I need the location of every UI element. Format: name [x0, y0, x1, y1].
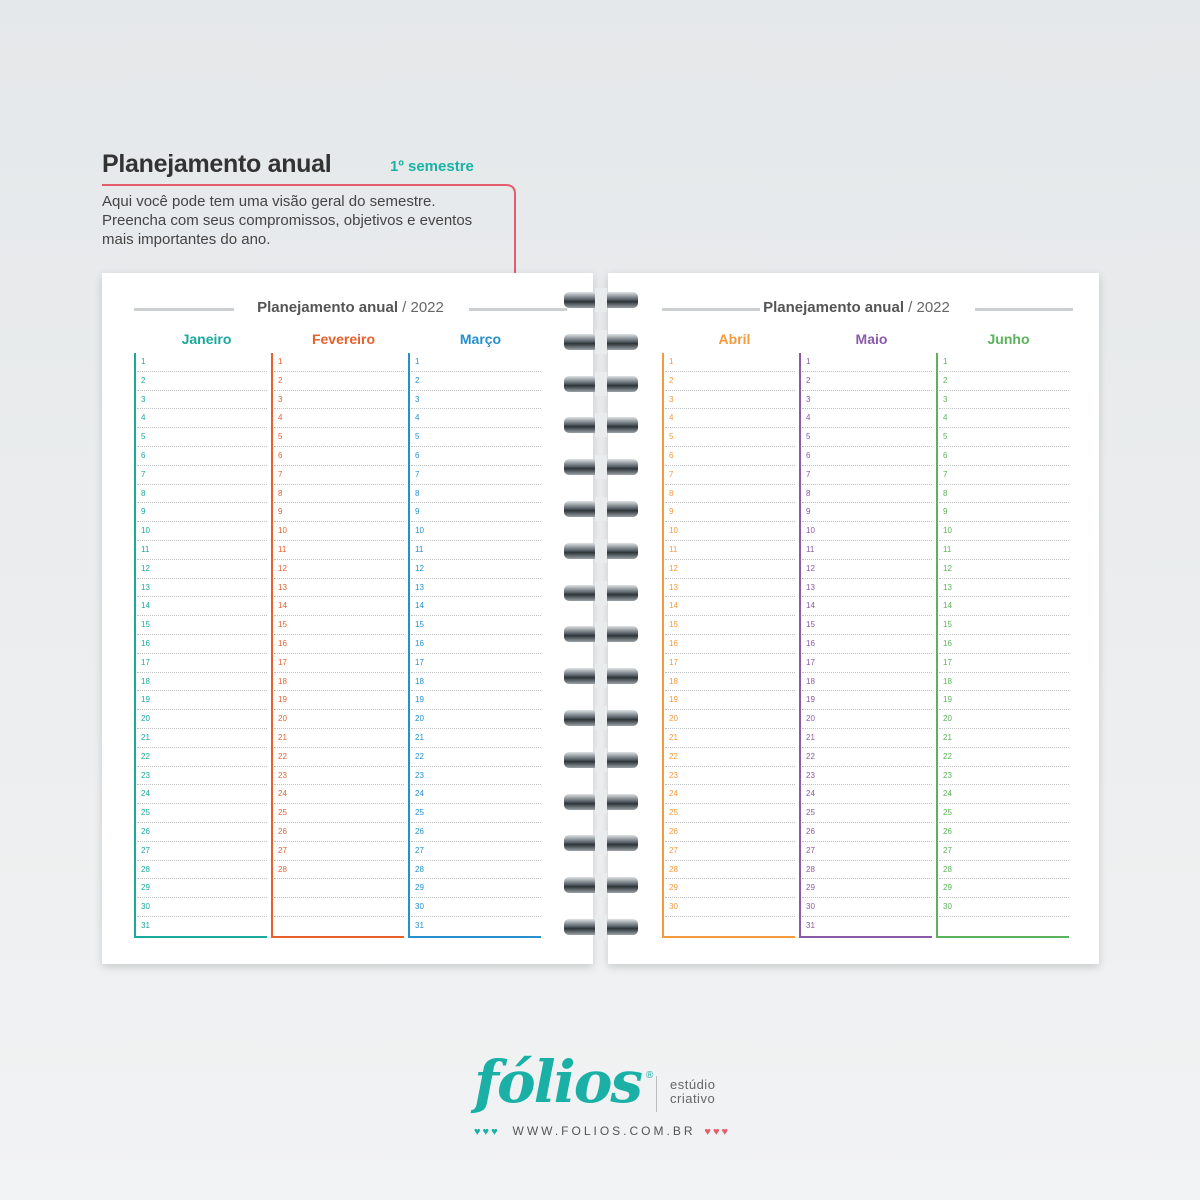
- day-row[interactable]: 22: [665, 748, 795, 767]
- day-row[interactable]: 20: [274, 710, 404, 729]
- day-row[interactable]: 21: [939, 729, 1069, 748]
- page-title: Planejamento anual: [257, 299, 398, 316]
- day-row[interactable]: 3: [274, 391, 404, 410]
- day-row[interactable]: 30: [665, 898, 795, 917]
- day-row[interactable]: 12: [939, 560, 1069, 579]
- day-row[interactable]: 28: [411, 861, 541, 880]
- day-row[interactable]: 9: [137, 503, 267, 522]
- day-row[interactable]: 27: [665, 842, 795, 861]
- day-row[interactable]: 6: [137, 447, 267, 466]
- empty-row: [274, 917, 404, 936]
- binding-ring: [562, 374, 640, 394]
- day-row[interactable]: 19: [137, 691, 267, 710]
- day-row[interactable]: 10: [665, 522, 795, 541]
- day-row[interactable]: 25: [137, 804, 267, 823]
- day-row[interactable]: 15: [802, 616, 932, 635]
- day-row[interactable]: 27: [274, 842, 404, 861]
- day-row[interactable]: 12: [137, 560, 267, 579]
- day-row[interactable]: 20: [665, 710, 795, 729]
- month-column: [662, 331, 795, 938]
- day-row[interactable]: 19: [411, 691, 541, 710]
- planner-page-right: [608, 273, 1099, 964]
- day-row[interactable]: 4: [411, 409, 541, 428]
- day-row[interactable]: 18: [411, 673, 541, 692]
- day-row[interactable]: 7: [411, 466, 541, 485]
- day-row[interactable]: 30: [137, 898, 267, 917]
- day-row[interactable]: 26: [274, 823, 404, 842]
- day-row[interactable]: 4: [939, 409, 1069, 428]
- day-row[interactable]: 1: [665, 353, 795, 372]
- day-row[interactable]: 15: [274, 616, 404, 635]
- day-row[interactable]: 7: [665, 466, 795, 485]
- day-row[interactable]: 17: [411, 654, 541, 673]
- registered-mark: ®: [646, 1070, 654, 1081]
- day-row[interactable]: 1: [802, 353, 932, 372]
- day-row[interactable]: 16: [665, 635, 795, 654]
- day-list: [936, 353, 1069, 938]
- day-row[interactable]: 24: [274, 785, 404, 804]
- day-row[interactable]: 11: [137, 541, 267, 560]
- day-row[interactable]: 21: [802, 729, 932, 748]
- day-row[interactable]: 17: [939, 654, 1069, 673]
- day-row[interactable]: 17: [665, 654, 795, 673]
- binding-ring: [562, 917, 640, 937]
- day-row[interactable]: 29: [665, 879, 795, 898]
- day-row[interactable]: 2: [411, 372, 541, 391]
- day-row[interactable]: 13: [274, 579, 404, 598]
- month-name: Maio: [855, 331, 888, 347]
- day-row[interactable]: 21: [137, 729, 267, 748]
- day-row[interactable]: 21: [665, 729, 795, 748]
- day-row[interactable]: 27: [137, 842, 267, 861]
- binding-ring: [562, 666, 640, 686]
- page-year: / 2022: [908, 299, 950, 316]
- day-row[interactable]: 10: [137, 522, 267, 541]
- day-row[interactable]: 8: [411, 485, 541, 504]
- day-row[interactable]: 15: [137, 616, 267, 635]
- day-row[interactable]: 1: [274, 353, 404, 372]
- day-row[interactable]: 27: [802, 842, 932, 861]
- day-row[interactable]: 29: [411, 879, 541, 898]
- day-row[interactable]: 23: [665, 767, 795, 786]
- day-row[interactable]: 20: [939, 710, 1069, 729]
- day-row[interactable]: 30: [411, 898, 541, 917]
- day-row[interactable]: 2: [137, 372, 267, 391]
- empty-row: [665, 917, 795, 936]
- day-row[interactable]: 14: [411, 597, 541, 616]
- day-row[interactable]: 6: [802, 447, 932, 466]
- day-row[interactable]: 22: [939, 748, 1069, 767]
- month-column: [408, 331, 541, 938]
- empty-row: [939, 917, 1069, 936]
- month-name: Março: [459, 331, 502, 347]
- day-row[interactable]: 10: [939, 522, 1069, 541]
- day-row[interactable]: 5: [665, 428, 795, 447]
- binding-ring: [562, 290, 640, 310]
- day-row[interactable]: 8: [939, 485, 1069, 504]
- day-row[interactable]: 6: [411, 447, 541, 466]
- day-row[interactable]: 14: [137, 597, 267, 616]
- day-row[interactable]: 9: [665, 503, 795, 522]
- day-row[interactable]: 20: [802, 710, 932, 729]
- month-column: [936, 331, 1069, 938]
- semester-label: 1º semestre: [390, 158, 474, 175]
- binding-ring: [562, 457, 640, 477]
- intro-header: [102, 150, 474, 248]
- page-header: [134, 299, 567, 321]
- day-row[interactable]: 9: [411, 503, 541, 522]
- day-row[interactable]: 20: [137, 710, 267, 729]
- day-row[interactable]: 22: [411, 748, 541, 767]
- day-row[interactable]: 2: [274, 372, 404, 391]
- day-list: [134, 353, 267, 938]
- hearts-icon: ♥♥♥: [704, 1126, 730, 1138]
- day-row[interactable]: 3: [802, 391, 932, 410]
- day-row[interactable]: 28: [137, 861, 267, 880]
- day-row[interactable]: 23: [939, 767, 1069, 786]
- day-row[interactable]: 25: [939, 804, 1069, 823]
- day-row[interactable]: 5: [274, 428, 404, 447]
- day-row[interactable]: 13: [939, 579, 1069, 598]
- day-row[interactable]: 7: [802, 466, 932, 485]
- day-row[interactable]: 28: [802, 861, 932, 880]
- hearts-icon: ♥♥♥: [474, 1126, 500, 1138]
- day-row[interactable]: 20: [411, 710, 541, 729]
- day-row[interactable]: 1: [137, 353, 267, 372]
- month-column: [134, 331, 267, 938]
- day-row[interactable]: 10: [411, 522, 541, 541]
- day-row[interactable]: 7: [137, 466, 267, 485]
- day-row[interactable]: 18: [274, 673, 404, 692]
- day-row[interactable]: 31: [806, 920, 815, 930]
- day-row[interactable]: 26: [939, 823, 1069, 842]
- day-row[interactable]: 4: [274, 409, 404, 428]
- day-row[interactable]: 3: [411, 391, 541, 410]
- day-row[interactable]: 12: [274, 560, 404, 579]
- day-row[interactable]: 2: [939, 372, 1069, 391]
- day-row[interactable]: 24: [802, 785, 932, 804]
- month-column: [799, 331, 932, 938]
- day-row[interactable]: 22: [274, 748, 404, 767]
- day-row[interactable]: 4: [137, 409, 267, 428]
- day-list: [662, 353, 795, 938]
- day-row[interactable]: 7: [939, 466, 1069, 485]
- day-row[interactable]: 25: [411, 804, 541, 823]
- day-row[interactable]: 25: [802, 804, 932, 823]
- day-row[interactable]: 29: [802, 879, 932, 898]
- day-row[interactable]: 3: [137, 391, 267, 410]
- day-row[interactable]: 12: [411, 560, 541, 579]
- day-row[interactable]: 27: [939, 842, 1069, 861]
- day-row[interactable]: 21: [411, 729, 541, 748]
- day-row[interactable]: 15: [665, 616, 795, 635]
- day-list: [271, 353, 404, 938]
- day-row[interactable]: 13: [411, 579, 541, 598]
- day-row[interactable]: 8: [802, 485, 932, 504]
- day-row[interactable]: 8: [665, 485, 795, 504]
- day-row[interactable]: 14: [939, 597, 1069, 616]
- day-row[interactable]: 4: [665, 409, 795, 428]
- day-row[interactable]: 10: [274, 522, 404, 541]
- day-row[interactable]: 30: [939, 898, 1069, 917]
- day-row[interactable]: 31: [141, 920, 150, 930]
- day-row[interactable]: 22: [137, 748, 267, 767]
- day-row[interactable]: 27: [411, 842, 541, 861]
- day-row[interactable]: 14: [665, 597, 795, 616]
- day-row[interactable]: 9: [939, 503, 1069, 522]
- day-row[interactable]: 3: [665, 391, 795, 410]
- day-row[interactable]: 16: [802, 635, 932, 654]
- binding-ring: [562, 624, 640, 644]
- day-row[interactable]: 19: [665, 691, 795, 710]
- month-column: [271, 331, 404, 938]
- day-row[interactable]: 29: [137, 879, 267, 898]
- day-row[interactable]: 5: [939, 428, 1069, 447]
- day-row[interactable]: 11: [274, 541, 404, 560]
- day-row[interactable]: 31: [415, 920, 424, 930]
- day-row[interactable]: 8: [274, 485, 404, 504]
- binding-ring: [562, 708, 640, 728]
- binding-ring: [562, 332, 640, 352]
- day-row[interactable]: 24: [665, 785, 795, 804]
- day-row[interactable]: 2: [665, 372, 795, 391]
- day-row[interactable]: 4: [802, 409, 932, 428]
- day-row[interactable]: 26: [137, 823, 267, 842]
- day-row[interactable]: 18: [665, 673, 795, 692]
- page-header: [640, 299, 1073, 321]
- day-row[interactable]: 17: [137, 654, 267, 673]
- day-row[interactable]: 5: [802, 428, 932, 447]
- day-row[interactable]: 14: [802, 597, 932, 616]
- day-row[interactable]: 24: [411, 785, 541, 804]
- day-row[interactable]: 9: [274, 503, 404, 522]
- binding-ring: [562, 415, 640, 435]
- day-row[interactable]: 16: [274, 635, 404, 654]
- day-row[interactable]: 25: [274, 804, 404, 823]
- day-row[interactable]: 23: [137, 767, 267, 786]
- day-row[interactable]: 1: [939, 353, 1069, 372]
- day-row[interactable]: 16: [939, 635, 1069, 654]
- day-row[interactable]: 17: [802, 654, 932, 673]
- page-title: Planejamento anual: [763, 299, 904, 316]
- month-name: Abril: [718, 331, 751, 347]
- brand-url[interactable]: WWW.FOLIOS.COM.BR: [512, 1124, 696, 1138]
- day-row[interactable]: 26: [665, 823, 795, 842]
- empty-row: [274, 879, 404, 898]
- day-row[interactable]: 23: [802, 767, 932, 786]
- day-row[interactable]: 11: [802, 541, 932, 560]
- intro-title: Planejamento anual: [102, 150, 332, 178]
- day-row[interactable]: 18: [137, 673, 267, 692]
- binding-ring: [562, 750, 640, 770]
- day-row[interactable]: 23: [411, 767, 541, 786]
- day-row[interactable]: 24: [137, 785, 267, 804]
- day-row[interactable]: 3: [939, 391, 1069, 410]
- day-row[interactable]: 12: [665, 560, 795, 579]
- day-row[interactable]: 15: [411, 616, 541, 635]
- day-row[interactable]: 19: [939, 691, 1069, 710]
- day-row[interactable]: 23: [274, 767, 404, 786]
- spiral-binding: [562, 290, 642, 950]
- day-row[interactable]: 17: [274, 654, 404, 673]
- day-row[interactable]: 28: [939, 861, 1069, 880]
- day-row[interactable]: 6: [665, 447, 795, 466]
- day-row[interactable]: 18: [802, 673, 932, 692]
- day-row[interactable]: 15: [939, 616, 1069, 635]
- day-row[interactable]: 19: [274, 691, 404, 710]
- brand-tagline: estúdio criativo: [670, 1077, 716, 1106]
- day-row[interactable]: 6: [274, 447, 404, 466]
- day-list: [799, 353, 932, 938]
- day-row[interactable]: 13: [802, 579, 932, 598]
- page-year: / 2022: [402, 299, 444, 316]
- day-list: [408, 353, 541, 938]
- day-row[interactable]: 30: [802, 898, 932, 917]
- binding-ring: [562, 583, 640, 603]
- planner-page-left: [102, 273, 593, 964]
- day-row[interactable]: 26: [802, 823, 932, 842]
- day-row[interactable]: 18: [939, 673, 1069, 692]
- day-row[interactable]: 21: [274, 729, 404, 748]
- day-row[interactable]: 5: [411, 428, 541, 447]
- intro-description: Aqui você pode tem uma visão geral do semestre. Preencha com seus compromissos, objetivos e eventos mais importantes do ano.: [102, 193, 473, 248]
- month-name: Janeiro: [181, 331, 232, 347]
- binding-ring: [562, 833, 640, 853]
- brand-logo: [474, 1048, 734, 1158]
- day-row[interactable]: 5: [137, 428, 267, 447]
- brand-name: fólios: [474, 1048, 642, 1116]
- day-row[interactable]: 11: [411, 541, 541, 560]
- day-row[interactable]: 10: [802, 522, 932, 541]
- day-row[interactable]: 11: [939, 541, 1069, 560]
- binding-ring: [562, 541, 640, 561]
- binding-ring: [562, 792, 640, 812]
- day-row[interactable]: 14: [274, 597, 404, 616]
- day-row[interactable]: 16: [411, 635, 541, 654]
- day-row[interactable]: 13: [137, 579, 267, 598]
- binding-ring: [562, 499, 640, 519]
- day-row[interactable]: 19: [802, 691, 932, 710]
- binding-ring: [562, 875, 640, 895]
- day-row[interactable]: 24: [939, 785, 1069, 804]
- day-row[interactable]: 26: [411, 823, 541, 842]
- day-row[interactable]: 11: [665, 541, 795, 560]
- day-row[interactable]: 28: [274, 861, 404, 880]
- day-row[interactable]: 22: [802, 748, 932, 767]
- month-name: Fevereiro: [311, 331, 376, 347]
- day-row[interactable]: 29: [939, 879, 1069, 898]
- empty-row: [274, 898, 404, 917]
- day-row[interactable]: 9: [802, 503, 932, 522]
- logo-divider: [656, 1076, 657, 1112]
- day-row[interactable]: 12: [802, 560, 932, 579]
- month-name: Junho: [987, 331, 1030, 347]
- day-row[interactable]: 1: [411, 353, 541, 372]
- day-row[interactable]: 8: [137, 485, 267, 504]
- day-row[interactable]: 7: [274, 466, 404, 485]
- day-row[interactable]: 13: [665, 579, 795, 598]
- day-row[interactable]: 16: [137, 635, 267, 654]
- day-row[interactable]: 25: [665, 804, 795, 823]
- day-row[interactable]: 6: [939, 447, 1069, 466]
- day-row[interactable]: 2: [802, 372, 932, 391]
- day-row[interactable]: 28: [665, 861, 795, 880]
